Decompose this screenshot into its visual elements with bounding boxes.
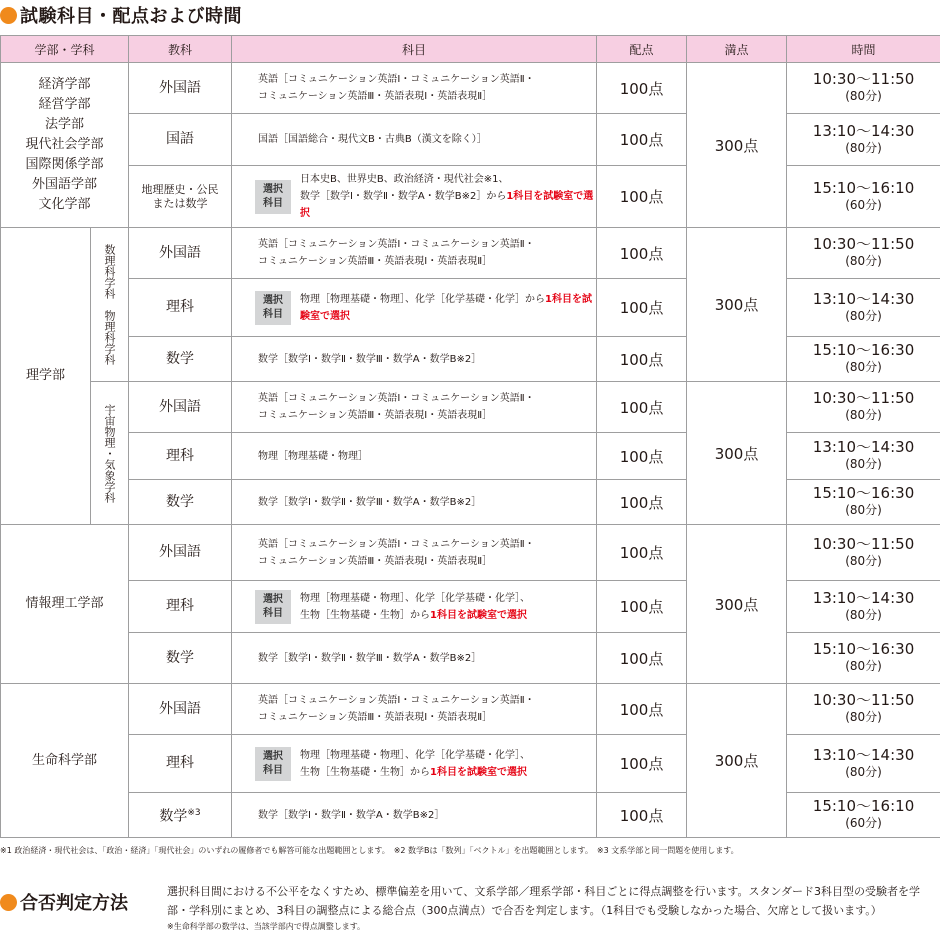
course-label: 国語	[166, 131, 195, 147]
table-row	[1, 735, 940, 793]
footnote: ※1 政治経済・現代社会は、「政治・経済」「現代社会」のいずれの履修者でも解答可能な出題範囲とします。 ※2 数学Bは「数列」「ベクトル」を出題範囲とします。 ※3 文系学部と同一問題を使用します。	[0, 846, 739, 855]
duration: (80分)	[845, 710, 882, 724]
time-cell	[787, 480, 940, 525]
select-badge-line: 科目	[263, 764, 284, 776]
course-footnote-mark: ※3	[187, 807, 201, 818]
subject-select-wrap	[255, 171, 596, 222]
dept-line: 現代社会学部	[25, 137, 104, 152]
course-cell	[129, 337, 232, 382]
time-cell	[787, 633, 940, 684]
table-row	[1, 433, 940, 480]
subject-cell	[232, 114, 597, 166]
time-cell	[787, 433, 940, 480]
time-cell	[787, 382, 940, 433]
select-badge	[255, 291, 291, 325]
time-cell	[787, 525, 940, 581]
duration: (80分)	[845, 503, 882, 517]
heading2-title: 合否判定方法	[20, 893, 128, 914]
dept-cell	[1, 228, 91, 525]
duration: (80分)	[845, 553, 882, 568]
subject-line: 生物［生物基礎・生物］から1科目を試験室で選択	[300, 609, 527, 621]
select-instruction: 1科目を試験室で選択	[430, 766, 527, 778]
subdept-cell	[91, 382, 129, 525]
subject-text	[300, 590, 530, 624]
full-cell: 300点	[687, 525, 787, 684]
subject-cell	[232, 433, 597, 480]
course-label: 数学	[166, 649, 195, 666]
time-range: 13:10〜14:30	[812, 289, 915, 308]
select-badge	[255, 747, 291, 781]
time-range: 15:10〜16:10	[812, 178, 915, 197]
heading-title: 試験科目・配点および時間	[20, 6, 242, 27]
score-cell: 100点	[597, 166, 687, 228]
dept-line: 経営学部	[38, 97, 91, 112]
time-range: 15:10〜16:30	[812, 484, 915, 502]
subject-text	[300, 291, 596, 325]
score-cell: 100点	[597, 114, 687, 166]
score-cell: 100点	[597, 735, 687, 793]
time-range: 10:30〜11:50	[812, 534, 915, 553]
dept-line: 理学部	[25, 368, 65, 383]
time-cell	[787, 63, 940, 114]
time-range: 13:10〜14:30	[812, 745, 915, 764]
table-row	[1, 581, 940, 633]
time-cell	[787, 684, 940, 735]
course-cell	[129, 525, 232, 581]
col-header-course: 教科	[129, 36, 232, 63]
subject-line: 物理［物理基礎・物理］、化学［化学基礎・化学］、	[300, 592, 531, 604]
table-row	[1, 228, 940, 279]
subject-line: 国語［国語総合・現代文B・古典B（漢文を除く）］	[258, 134, 487, 145]
course-label: 外国語	[159, 544, 202, 560]
dept-line: 国際関係学部	[25, 157, 104, 172]
course-label: 外国語	[159, 244, 202, 261]
subject-cell	[232, 166, 597, 228]
course-cell	[129, 684, 232, 735]
duration: (80分)	[845, 140, 882, 155]
select-badge	[255, 590, 291, 624]
orange-dot-icon	[0, 7, 17, 24]
subject-line: 英語［コミュニケーション英語Ⅰ・コミュニケーション英語Ⅱ・	[258, 393, 535, 404]
subject-text	[300, 747, 530, 781]
subject-select-wrap	[255, 590, 596, 624]
course-label: 外国語	[159, 79, 202, 96]
course-label: 理科	[166, 598, 195, 614]
dept-cell	[1, 525, 129, 684]
course-cell	[129, 114, 232, 166]
dept-cell	[1, 63, 129, 228]
course-cell	[129, 581, 232, 633]
duration: (80分)	[845, 360, 882, 374]
time-range: 10:30〜11:50	[812, 70, 915, 88]
subject-line: 数学［数学Ⅰ・数学Ⅱ・数学Ⅲ・数学A・数学B※2］	[258, 496, 482, 508]
table-row	[1, 480, 940, 525]
subject-line: 数学［数学Ⅰ・数学Ⅱ・数学Ⅲ・数学A・数学B※2］	[258, 652, 482, 664]
select-badge-line: 選択	[263, 593, 284, 605]
time-cell	[787, 114, 940, 166]
select-badge-line: 選択	[263, 183, 284, 195]
col-header-dept: 学部・学科	[1, 36, 129, 63]
time-cell	[787, 279, 940, 337]
table-row	[1, 525, 940, 581]
time-range: 10:30〜11:50	[812, 389, 915, 407]
time-cell	[787, 581, 940, 633]
subject-line: 英語［コミュニケーション英語Ⅰ・コミュニケーション英語Ⅱ・	[258, 239, 535, 250]
score-cell: 100点	[597, 337, 687, 382]
time-range: 15:10〜16:10	[812, 797, 915, 815]
subject-line: 数学［数学Ⅰ・数学Ⅱ・数学A・数学B※2］から1科目を試験室で選択	[300, 191, 594, 219]
subject-cell	[232, 279, 597, 337]
subdept-label: 数理科学科 物理科学科	[103, 244, 116, 365]
full-cell: 300点	[687, 382, 787, 525]
course-cell	[129, 480, 232, 525]
course-label: 数学	[159, 808, 188, 825]
subject-line: 英語［コミュニケーション英語Ⅰ・コミュニケーション英語Ⅱ・	[258, 538, 535, 550]
select-badge-line: 科目	[263, 607, 284, 619]
time-range: 15:10〜16:30	[812, 640, 915, 658]
dept-line: 法学部	[45, 117, 85, 132]
subject-cell	[232, 793, 597, 838]
score-cell: 100点	[597, 382, 687, 433]
subject-line: 数学［数学Ⅰ・数学Ⅱ・数学A・数学B※2］	[258, 809, 445, 821]
subject-select-wrap	[255, 291, 596, 325]
score-cell: 100点	[597, 633, 687, 684]
duration: (80分)	[845, 308, 882, 323]
time-cell	[787, 166, 940, 228]
duration: (80分)	[845, 764, 882, 779]
table-row	[1, 63, 940, 114]
course-label: 外国語	[159, 398, 202, 415]
course-cell	[129, 166, 232, 228]
duration: (80分)	[845, 457, 882, 471]
subdept-cell	[91, 228, 129, 382]
select-badge	[255, 180, 291, 214]
course-cell	[129, 735, 232, 793]
duration: (80分)	[845, 659, 882, 673]
course-cell	[129, 382, 232, 433]
subject-select-wrap	[255, 747, 596, 781]
subject-cell	[232, 480, 597, 525]
section-heading-2	[0, 889, 128, 915]
duration: (60分)	[845, 197, 882, 212]
subject-line: コミュニケーション英語Ⅲ・英語表現Ⅰ・英語表現Ⅱ］	[258, 91, 493, 102]
table-row	[1, 337, 940, 382]
duration: (60分)	[845, 816, 882, 830]
subject-line: 物理［物理基礎・物理］、化学［化学基礎・化学］から1科目を試験室で選択	[300, 293, 592, 322]
time-cell	[787, 228, 940, 279]
time-range: 13:10〜14:30	[812, 588, 915, 607]
table-row	[1, 633, 940, 684]
dept-line: 生命科学部	[32, 752, 98, 768]
score-cell: 100点	[597, 684, 687, 735]
time-range: 13:10〜14:30	[812, 438, 915, 456]
subject-cell	[232, 684, 597, 735]
table-header-row	[1, 36, 940, 63]
subject-line: 数学［数学Ⅰ・数学Ⅱ・数学Ⅲ・数学A・数学B※2］	[258, 353, 482, 365]
time-range: 13:10〜14:30	[812, 121, 915, 140]
course-line: または数学	[152, 196, 208, 210]
subject-text	[300, 171, 596, 222]
dept-cell	[1, 684, 129, 838]
dept-line: 文化学部	[38, 197, 91, 212]
subject-line: 日本史B、世界史B、政治経済・現代社会※1、	[300, 174, 509, 185]
subject-cell	[232, 735, 597, 793]
subject-line: コミュニケーション英語Ⅲ・英語表現Ⅰ・英語表現Ⅱ］	[258, 712, 493, 723]
col-header-full: 満点	[687, 36, 787, 63]
subject-cell	[232, 525, 597, 581]
time-range: 15:10〜16:30	[812, 341, 915, 359]
table-row	[1, 382, 940, 433]
full-cell: 300点	[687, 63, 787, 228]
dept-line: 経済学部	[38, 77, 91, 92]
table-row	[1, 793, 940, 838]
subject-line: 英語［コミュニケーション英語Ⅰ・コミュニケーション英語Ⅱ・	[258, 74, 535, 85]
subdept-label: 宇宙物理・気象学科	[103, 403, 116, 503]
subject-line: 英語［コミュニケーション英語Ⅰ・コミュニケーション英語Ⅱ・	[258, 695, 535, 706]
score-cell: 100点	[597, 279, 687, 337]
subject-line: コミュニケーション英語Ⅲ・英語表現Ⅰ・英語表現Ⅱ］	[258, 410, 493, 421]
subject-cell	[232, 337, 597, 382]
subject-cell	[232, 633, 597, 684]
course-cell	[129, 433, 232, 480]
exam-table	[0, 35, 940, 838]
subject-cell	[232, 63, 597, 114]
section-heading	[0, 0, 242, 30]
duration: (80分)	[845, 408, 882, 422]
duration: (80分)	[845, 89, 882, 103]
subject-line: コミュニケーション英語Ⅲ・英語表現Ⅰ・英語表現Ⅱ］	[258, 555, 493, 567]
table-row	[1, 279, 940, 337]
score-cell: 100点	[597, 433, 687, 480]
full-cell: 300点	[687, 684, 787, 838]
duration: (80分)	[845, 607, 882, 622]
duration: (80分)	[845, 254, 882, 268]
course-label: 数学	[166, 493, 195, 510]
course-cell	[129, 793, 232, 838]
time-range: 10:30〜11:50	[812, 691, 915, 709]
subject-cell	[232, 382, 597, 433]
time-cell	[787, 735, 940, 793]
course-label: 理科	[166, 755, 195, 771]
dept-line: 外国語学部	[32, 177, 98, 192]
course-cell	[129, 279, 232, 337]
table-row	[1, 166, 940, 228]
subject-line: 物理［物理基礎・物理］、化学［化学基礎・化学］、	[300, 749, 531, 761]
table-row	[1, 684, 940, 735]
dept-line: 情報理工学部	[25, 596, 104, 611]
course-label: 数学	[166, 350, 195, 367]
score-cell: 100点	[597, 581, 687, 633]
score-cell: 100点	[597, 793, 687, 838]
course-label: 理科	[166, 299, 195, 315]
col-header-time: 時間	[787, 36, 940, 63]
select-badge-line: 選択	[263, 294, 284, 306]
method-text: 選択科目間における不公平をなくすため、標準偏差を用いて、文系学部／理系学部・科目ごとに得点調整を行います。スタンダード3科目型の受験者を学部・学科別にまとめ、3科目の調整点による総合点（300点満点）で合否を判定します。（1科目でも受験しなかった場合、欠席として扱います。）	[167, 885, 921, 917]
subject-cell	[232, 228, 597, 279]
subject-line: コミュニケーション英語Ⅲ・英語表現Ⅰ・英語表現Ⅱ］	[258, 256, 493, 267]
method-note: ※生命科学部の数学は、当該学部内で得点調整します。	[167, 922, 366, 931]
time-cell	[787, 337, 940, 382]
table-row	[1, 114, 940, 166]
subject-line: 物理［物理基礎・物理］	[258, 450, 369, 462]
course-line: 地理歴史・公民	[141, 182, 219, 196]
score-cell: 100点	[597, 63, 687, 114]
orange-dot-icon	[0, 894, 17, 911]
score-cell: 100点	[597, 525, 687, 581]
time-cell	[787, 793, 940, 838]
select-instruction: 1科目を試験室で選択	[430, 609, 527, 621]
select-instruction: 1科目を試験室で選択	[300, 293, 592, 322]
course-label: 外国語	[159, 700, 202, 717]
score-cell: 100点	[597, 480, 687, 525]
course-label: 理科	[166, 447, 195, 464]
select-badge-line: 科目	[263, 308, 284, 320]
select-badge-line: 科目	[263, 197, 284, 209]
subject-cell	[232, 581, 597, 633]
select-badge-line: 選択	[263, 750, 284, 762]
course-cell	[129, 228, 232, 279]
col-header-subject: 科目	[232, 36, 597, 63]
full-cell: 300点	[687, 228, 787, 382]
score-cell: 100点	[597, 228, 687, 279]
col-header-score: 配点	[597, 36, 687, 63]
subject-line: 生物［生物基礎・生物］から1科目を試験室で選択	[300, 766, 527, 778]
time-range: 10:30〜11:50	[812, 235, 915, 253]
course-cell	[129, 63, 232, 114]
select-instruction: 1科目を試験室で選択	[300, 191, 594, 219]
course-cell	[129, 633, 232, 684]
